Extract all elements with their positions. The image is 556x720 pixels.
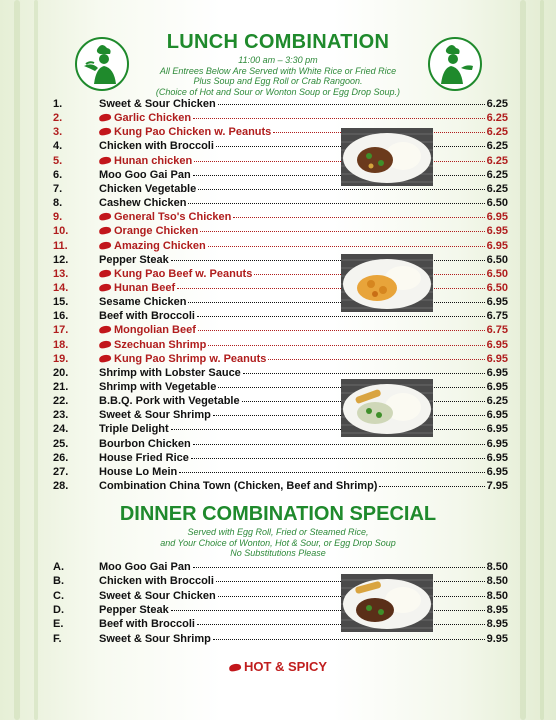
menu-item-row bbox=[53, 240, 508, 254]
dot-leader bbox=[213, 639, 485, 640]
dot-leader bbox=[191, 458, 485, 459]
menu-item-row bbox=[53, 324, 508, 338]
dot-leader bbox=[208, 345, 484, 346]
dot-leader bbox=[218, 104, 485, 105]
dot-leader bbox=[198, 189, 484, 190]
dot-leader bbox=[171, 260, 485, 261]
lunch-hours: 11:00 am – 3:30 pm bbox=[238, 55, 318, 65]
menu-item-name bbox=[99, 240, 206, 252]
dot-leader bbox=[243, 373, 485, 374]
menu-item-name-text: Pepper Steak bbox=[99, 253, 169, 266]
menu-item-row bbox=[53, 126, 508, 140]
menu-item-row bbox=[53, 112, 508, 126]
menu-item-number: 7. bbox=[53, 182, 63, 195]
menu-item-name-text: Sweet & Sour Chicken bbox=[99, 98, 216, 110]
menu-item-name-text: Chicken with Broccoli bbox=[99, 575, 214, 588]
menu-item-number: 17. bbox=[53, 324, 69, 337]
menu-item-number: 16. bbox=[53, 310, 69, 323]
chili-pepper-icon bbox=[98, 283, 111, 293]
menu-item-row bbox=[53, 140, 508, 154]
menu-item-name-text: Mongolian Beef bbox=[114, 324, 196, 337]
menu-item-number: 12. bbox=[53, 253, 69, 266]
menu-item-price: 6.50 bbox=[486, 197, 508, 210]
menu-item-row bbox=[53, 561, 508, 575]
bamboo-decoration bbox=[34, 0, 38, 720]
menu-item-name-text: B.B.Q. Pork with Vegetable bbox=[99, 395, 240, 408]
menu-item-price: 8.95 bbox=[486, 618, 508, 631]
menu-item-name-text: Kung Pao Chicken w. Peanuts bbox=[114, 126, 272, 139]
menu-item-name-text: General Tso's Chicken bbox=[114, 211, 232, 224]
menu-item-name bbox=[99, 452, 189, 464]
menu-item-row bbox=[53, 618, 508, 632]
menu-item-number: 26. bbox=[53, 451, 69, 464]
menu-item-name bbox=[99, 466, 177, 478]
menu-item-number: 18. bbox=[53, 338, 69, 351]
chili-pepper-icon bbox=[98, 127, 111, 137]
menu-item-name-text: Sweet & Sour Shrimp bbox=[99, 632, 211, 645]
bamboo-decoration bbox=[14, 0, 20, 720]
menu-item-number: 14. bbox=[53, 281, 69, 294]
chili-pepper-icon bbox=[98, 353, 111, 363]
menu-item-number: 20. bbox=[53, 366, 69, 379]
hot-spicy-legend bbox=[0, 659, 556, 674]
lunch-title: LUNCH COMBINATION bbox=[166, 31, 390, 53]
menu-item-name bbox=[99, 590, 216, 602]
menu-item-name bbox=[99, 296, 186, 308]
menu-item-number: 3. bbox=[53, 126, 63, 139]
menu-item-name bbox=[99, 169, 191, 181]
menu-item-row bbox=[53, 367, 508, 381]
menu-item-name-text: Beef with Broccoli bbox=[99, 618, 195, 631]
menu-item-name bbox=[99, 395, 240, 407]
menu-item-name-text: Kung Pao Beef w. Peanuts bbox=[114, 267, 253, 280]
menu-item-row bbox=[53, 254, 508, 268]
menu-item-name bbox=[99, 561, 191, 573]
menu-item-name-text: Amazing Chicken bbox=[114, 239, 206, 252]
menu-item-name-text: Sweet & Sour Chicken bbox=[99, 589, 216, 602]
menu-item-row bbox=[53, 268, 508, 282]
menu-item-price: 6.95 bbox=[486, 296, 508, 309]
menu-item-name bbox=[99, 155, 192, 167]
dot-leader bbox=[193, 567, 485, 568]
menu-item-name-text: House Lo Mein bbox=[99, 465, 178, 478]
menu-item-price: 6.95 bbox=[486, 239, 508, 252]
chili-pepper-icon bbox=[98, 113, 111, 123]
menu-item-name bbox=[99, 604, 169, 616]
menu-item-number: C. bbox=[53, 589, 64, 602]
menu-item-number: B. bbox=[53, 575, 64, 588]
menu-item-price: 8.50 bbox=[486, 575, 508, 588]
legend-label: HOT & SPICY bbox=[243, 659, 328, 674]
menu-item-row bbox=[53, 211, 508, 225]
menu-item-name bbox=[99, 254, 169, 266]
menu-item-row bbox=[53, 438, 508, 452]
chili-pepper-icon bbox=[98, 212, 111, 222]
menu-item-name-text: Hunan Beef bbox=[114, 281, 176, 294]
menu-item-name bbox=[99, 324, 196, 336]
menu-item-number: 2. bbox=[53, 112, 63, 125]
menu-item-price: 6.25 bbox=[486, 395, 508, 408]
menu-item-name bbox=[99, 633, 211, 645]
chili-pepper-icon bbox=[98, 325, 111, 335]
dot-leader bbox=[193, 175, 485, 176]
menu-item-name bbox=[99, 480, 377, 492]
menu-item-number: 8. bbox=[53, 197, 63, 210]
dot-leader bbox=[200, 231, 484, 232]
menu-item-price: 6.75 bbox=[486, 310, 508, 323]
menu-item-price: 6.25 bbox=[486, 154, 508, 167]
menu-item-name bbox=[99, 438, 191, 450]
menu-item-number: 15. bbox=[53, 296, 69, 309]
menu-item-price: 6.50 bbox=[486, 267, 508, 280]
chili-pepper-icon bbox=[98, 226, 111, 236]
chili-pepper-icon bbox=[228, 663, 241, 673]
menu-item-name-text: Cashew Chicken bbox=[99, 197, 187, 210]
menu-item-name-text: Triple Delight bbox=[99, 423, 169, 436]
bamboo-decoration bbox=[540, 0, 544, 720]
menu-item-price: 6.95 bbox=[486, 381, 508, 393]
menu-item-number: 28. bbox=[53, 480, 69, 493]
menu-item-row bbox=[53, 197, 508, 211]
menu-item-row bbox=[53, 169, 508, 183]
menu-item-price: 6.95 bbox=[486, 423, 508, 436]
menu-item-price: 6.75 bbox=[486, 324, 508, 337]
menu-item-row bbox=[53, 225, 508, 239]
menu-item-price: 6.95 bbox=[486, 225, 508, 238]
menu-item-price: 6.95 bbox=[486, 352, 508, 365]
dot-leader bbox=[379, 486, 484, 487]
chili-pepper-icon bbox=[98, 240, 111, 250]
menu-item-price: 6.25 bbox=[486, 98, 508, 110]
menu-item-number: 5. bbox=[53, 154, 63, 167]
dot-leader bbox=[193, 444, 485, 445]
dot-leader bbox=[197, 316, 485, 317]
menu-item-name bbox=[99, 268, 252, 280]
menu-item-name-text: Shrimp with Lobster Sauce bbox=[99, 366, 241, 379]
lunch-subtitle-line: (Choice of Hot and Sour or Wonton Soup or Egg Drop Soup.) bbox=[155, 86, 401, 97]
chili-pepper-icon bbox=[98, 339, 111, 349]
menu-item-price: 6.25 bbox=[486, 126, 508, 139]
menu-item-number: 4. bbox=[53, 140, 63, 153]
menu-item-name-text: Bourbon Chicken bbox=[99, 437, 191, 450]
menu-item-row bbox=[53, 590, 508, 604]
food-plate-photo bbox=[341, 574, 433, 632]
menu-item-name bbox=[99, 140, 214, 152]
menu-item-price: 6.95 bbox=[486, 465, 508, 478]
dot-leader bbox=[208, 246, 485, 247]
menu-item-name-text: Kung Pao Shrimp w. Peanuts bbox=[114, 352, 267, 365]
menu-item-name bbox=[99, 339, 206, 351]
menu-item-row bbox=[53, 310, 508, 324]
menu-item-name-text: Combination China Town (Chicken, Beef and Shrimp) bbox=[99, 480, 378, 493]
dot-leader bbox=[233, 217, 484, 218]
menu-item-name bbox=[99, 225, 198, 237]
menu-item-row bbox=[53, 353, 508, 367]
food-plate-photo bbox=[341, 128, 433, 186]
menu-item-name bbox=[99, 112, 191, 124]
dot-leader bbox=[198, 330, 485, 331]
menu-item-row bbox=[53, 296, 508, 310]
menu-item-name-text: Moo Goo Gai Pan bbox=[99, 561, 191, 573]
dot-leader bbox=[171, 610, 485, 611]
menu-item-name-text: Sweet & Sour Shrimp bbox=[99, 409, 211, 422]
menu-item-row bbox=[53, 409, 508, 423]
menu-item-name-text: Sesame Chicken bbox=[99, 296, 187, 309]
menu-item-price: 6.25 bbox=[486, 112, 508, 125]
menu-item-number: F. bbox=[53, 632, 62, 645]
menu-item-name bbox=[99, 381, 216, 393]
dot-leader bbox=[188, 302, 484, 303]
menu-item-name bbox=[99, 423, 169, 435]
menu-item-price: 6.25 bbox=[486, 168, 508, 181]
menu-item-name-text: Shrimp with Vegetable bbox=[99, 381, 217, 393]
dot-leader bbox=[268, 359, 484, 360]
bamboo-decoration bbox=[520, 0, 526, 720]
menu-item-price: 8.50 bbox=[486, 589, 508, 602]
chili-pepper-icon bbox=[98, 155, 111, 165]
menu-item-row bbox=[53, 604, 508, 618]
menu-item-name-text: Szechuan Shrimp bbox=[114, 338, 207, 351]
menu-item-number: A. bbox=[53, 561, 64, 573]
menu-item-row bbox=[53, 183, 508, 197]
menu-item-price: 6.95 bbox=[486, 338, 508, 351]
menu-item-name bbox=[99, 353, 266, 365]
menu-item-row bbox=[53, 423, 508, 437]
dinner-subtitle bbox=[0, 527, 556, 559]
menu-item-name-text: Pepper Steak bbox=[99, 603, 169, 616]
menu-item-price: 6.25 bbox=[486, 182, 508, 195]
menu-item-price: 6.95 bbox=[486, 211, 508, 224]
menu-item-price: 6.95 bbox=[486, 437, 508, 450]
menu-item-name bbox=[99, 282, 175, 294]
menu-item-price: 6.95 bbox=[486, 409, 508, 422]
dot-leader bbox=[171, 429, 485, 430]
lunch-subtitle-line: All Entrees Below Are Served with White Rice or Fried Rice bbox=[159, 65, 397, 76]
menu-item-number: D. bbox=[53, 603, 64, 616]
menu-item-number: 1. bbox=[53, 98, 63, 110]
menu-item-number: 10. bbox=[53, 225, 69, 238]
menu-item-name bbox=[99, 197, 186, 209]
menu-item-name-text: Beef with Broccoli bbox=[99, 310, 195, 323]
menu-item-row bbox=[53, 633, 508, 647]
menu-item-row bbox=[53, 381, 508, 395]
menu-item-row bbox=[53, 155, 508, 169]
menu-item-price: 6.50 bbox=[486, 253, 508, 266]
menu-item-number: 11. bbox=[53, 239, 68, 252]
menu-item-name bbox=[99, 367, 241, 379]
menu-item-row bbox=[53, 452, 508, 466]
menu-item-name bbox=[99, 575, 214, 587]
menu-item-number: 19. bbox=[53, 352, 69, 365]
menu-item-row bbox=[53, 282, 508, 296]
menu-item-row bbox=[53, 339, 508, 353]
lunch-subtitle bbox=[0, 55, 556, 97]
menu-item-price: 6.25 bbox=[486, 140, 508, 153]
menu-item-price: 8.50 bbox=[486, 561, 508, 573]
menu-item-number: 25. bbox=[53, 437, 69, 450]
menu-item-number: 24. bbox=[53, 423, 69, 436]
lunch-subtitle-line: Plus Soup and Egg Roll or Crab Rangoon. bbox=[193, 76, 363, 86]
menu-item-name-text: House Fried Rice bbox=[99, 451, 189, 464]
dot-leader bbox=[194, 161, 484, 162]
menu-item-price: 8.95 bbox=[486, 603, 508, 616]
menu-item-number: 21. bbox=[53, 381, 69, 393]
dot-leader bbox=[188, 203, 484, 204]
menu-item-price: 6.50 bbox=[486, 281, 508, 294]
menu-item-price: 9.95 bbox=[486, 632, 508, 645]
menu-item-name-text: Garlic Chicken bbox=[114, 112, 192, 125]
menu-item-price: 7.95 bbox=[486, 480, 508, 493]
dinner-subtitle-line: and Your Choice of Wonton, Hot & Sour, or Egg Drop Soup bbox=[160, 537, 396, 548]
menu-item-row bbox=[53, 466, 508, 480]
dinner-subtitle-line: No Substitutions Please bbox=[230, 548, 326, 558]
menu-item-name-text: Chicken Vegetable bbox=[99, 182, 197, 195]
menu-item-price: 6.95 bbox=[486, 366, 508, 379]
dot-leader bbox=[179, 472, 484, 473]
menu-item-name bbox=[99, 183, 196, 195]
menu-item-price: 6.95 bbox=[486, 451, 508, 464]
menu-item-name bbox=[99, 409, 211, 421]
dot-leader bbox=[193, 118, 485, 119]
menu-item-name bbox=[99, 211, 231, 223]
menu-item-row bbox=[53, 395, 508, 409]
menu-item-name-text: Hunan chicken bbox=[114, 154, 193, 167]
dinner-title: DINNER COMBINATION SPECIAL bbox=[119, 503, 437, 525]
menu-item-number: 27. bbox=[53, 465, 69, 478]
menu-item-name-text: Moo Goo Gai Pan bbox=[99, 168, 191, 181]
menu-item-number: 6. bbox=[53, 168, 63, 181]
food-plate-photo bbox=[341, 254, 433, 312]
dinner-subtitle-line: Served with Egg Roll, Fried or Steamed Rice, bbox=[187, 527, 369, 537]
menu-item-row bbox=[53, 98, 508, 112]
menu-item-number: 22. bbox=[53, 395, 69, 408]
menu-item-name bbox=[99, 310, 195, 322]
menu-item-number: E. bbox=[53, 618, 64, 631]
food-plate-photo bbox=[341, 379, 433, 437]
menu-item-number: 23. bbox=[53, 409, 69, 422]
chili-pepper-icon bbox=[98, 268, 111, 278]
menu-item-name-text: Orange Chicken bbox=[114, 225, 199, 238]
menu-item-name-text: Chicken with Broccoli bbox=[99, 140, 214, 153]
dot-leader bbox=[177, 288, 484, 289]
menu-item-row bbox=[53, 575, 508, 589]
menu-item-number: 9. bbox=[53, 211, 63, 224]
menu-item-name bbox=[99, 98, 216, 110]
menu-item-name bbox=[99, 126, 271, 138]
menu-item-number: 13. bbox=[53, 267, 69, 280]
menu-item-name bbox=[99, 618, 195, 630]
menu-item-row bbox=[53, 480, 508, 494]
